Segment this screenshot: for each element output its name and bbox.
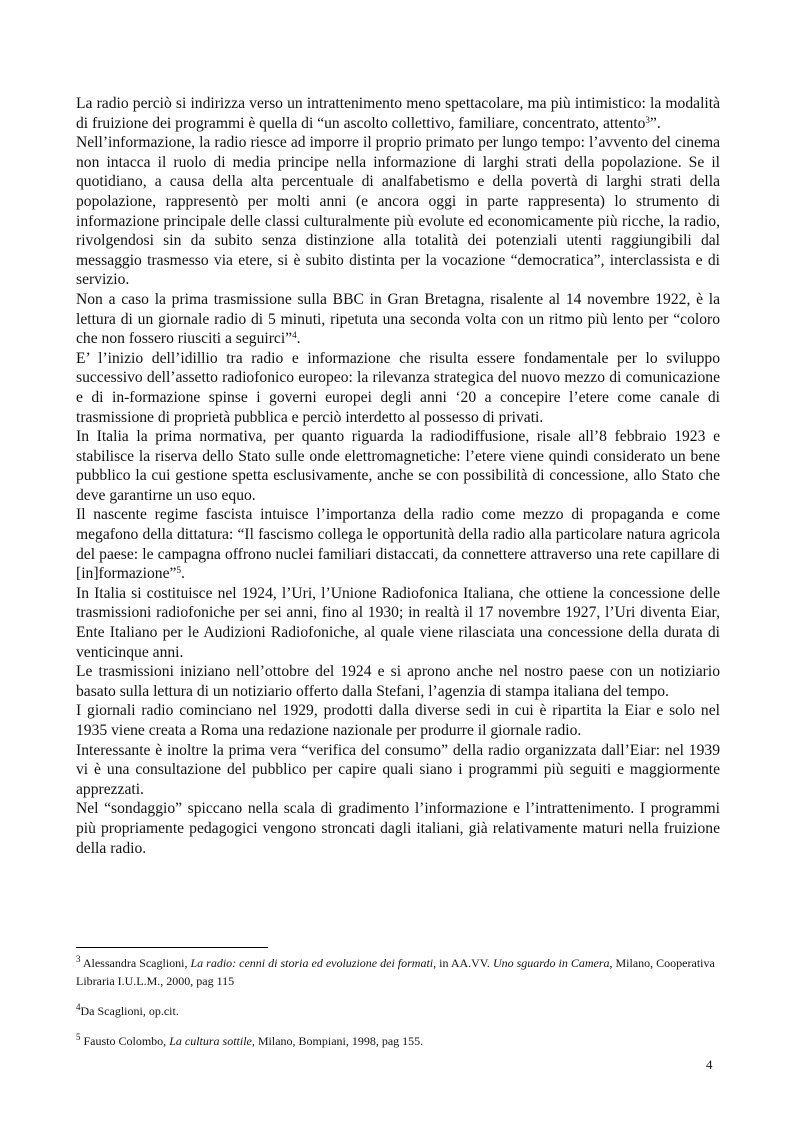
footnote-author: Fausto Colombo, xyxy=(80,1034,170,1048)
footnote-title: La cultura sottile xyxy=(169,1034,252,1048)
paragraph-text: E’ l’inizio dell’idillio tra radio e informazione che risulta essere fondamentale per lo sviluppo successivo dell’assetto radiofonico europeo: la rilevanza strategica del nuovo mezzo di comunicazione e di in-formazione spinse i governi europei degli anni ‘20 a concepire l’etere come canale di trasmissione di proprietà pubblica e perciò interdetto al possesso di privati. xyxy=(76,349,720,426)
paragraph-text: Non a caso la prima trasmissione sulla BBC in Gran Bretagna, risalente al 14 novembre 1922, è la lettura di un giornale radio di 5 minuti, ripetuta una seconda volta con un ritmo più lento per “coloro che non fossero riusciti a seguirci” xyxy=(76,290,720,348)
paragraph xyxy=(76,133,720,290)
paragraph-text: ”. xyxy=(649,114,661,132)
main-text xyxy=(76,94,720,858)
paragraph-text: Le trasmissioni iniziano nell’ottobre del 1924 e si aprono anche nel nostro paese con un notiziario basato sulla lettura di un notiziario offerto dalla Stefani, l’agenzia di stampa italiana del tempo. xyxy=(76,663,720,700)
paragraph xyxy=(76,662,720,701)
paragraph xyxy=(76,799,720,858)
paragraph-text: . xyxy=(296,330,301,348)
paragraph-text: Nell’informazione, la radio riesce ad imporre il proprio primato per lungo tempo: l’avvento del cinema non intacca il ruolo di media principe nella informazione di larghi strati della popolazione. Se il quotidiano, a causa della alta percentuale di analfabetismo e della povertà di larghi strati della popolazione, rappresentò per molti anni (e ancora oggi in parte rappresenta) lo strumento di informazione principale delle classi culturalmente più evolute ed economicamente più ricche, la radio, rivolgendosi sin da subito senza distinzione alla totalità dei potenziali utenti raggiungibili dal messaggio trasmesso via etere, si è subito distinta per la vocazione “democratica”, interclassista e di servizio. xyxy=(76,134,720,289)
footnote-text: , Milano, Cooperativa Libraria I.U.L.M., 2000, pag 115 xyxy=(76,956,715,988)
paragraph-text: I giornali radio cominciano nel 1929, prodotti dalla diverse sedi in cui è ripartita la Eiar e solo nel 1935 viene creata a Roma una redazione nazionale per produrre il giornale radio. xyxy=(76,702,720,739)
paragraph-text: In Italia si costituisce nel 1924, l’Uri, l’Unione Radiofonica Italiana, che ottiene la concessione delle trasmissioni radiofoniche per sei anni, fino al 1930; in realtà il 17 novembre 1927, l’Uri diventa Eiar, Ente Italiano per le Audizioni Radiofoniche, al quale viene rilasciata una concessione della durata di venticinque anni. xyxy=(76,584,720,661)
footnote-number: 3 xyxy=(76,954,81,964)
paragraph-text: Nel “sondaggio” spiccano nella scala di gradimento l’informazione e l’intrattenimento. I programmi più propriamente pedagogici vengono stroncati dagli italiani, già relativamente maturi nella fruizione della radio. xyxy=(76,800,720,857)
paragraph xyxy=(76,94,720,133)
footnote-book: Uno sguardo in Camera xyxy=(492,956,610,970)
paragraph-text: Interessante è inoltre la prima vera “verifica del consumo” della radio organizzata dall’Eiar: nel 1939 vi è una consultazione del pubblico per capire quali siano i programmi più seguiti e maggiormente apprezzati. xyxy=(76,741,720,798)
paragraph-text: . xyxy=(180,565,185,583)
paragraph xyxy=(76,290,720,349)
paragraph xyxy=(76,505,720,583)
footnote-number: 5 xyxy=(76,1032,81,1042)
footnote-author: Alessandra Scaglioni, xyxy=(80,956,191,970)
paragraph-text: La radio perciò si indirizza verso un intrattenimento meno spettacolare, ma più intimistico: la modalità di fruizione dei programmi è quella di “un ascolto collettivo, familiare, concentrato, attento xyxy=(76,95,720,132)
footnote-3 xyxy=(76,954,720,990)
footnote-5 xyxy=(76,1032,720,1050)
paragraph xyxy=(76,584,720,662)
footnotes xyxy=(76,954,720,1050)
paragraph-text: Il nascente regime fascista intuisce l’importanza della radio come mezzo di propaganda e come megafono della dittatura: “Il fascismo collega le opportunità della radio alla particolare natura agricola del paese: le campagna offrono nuclei familiari distaccati, da connettere attraverso una rete capillare di [in]formazione” xyxy=(76,506,720,583)
footnote-ref[interactable]: 4 xyxy=(292,330,297,341)
footnote-number: 4 xyxy=(76,1002,81,1012)
footnote-ref[interactable]: 5 xyxy=(176,565,181,576)
footnote-4 xyxy=(76,1002,720,1020)
footnote-divider xyxy=(76,947,268,948)
paragraph xyxy=(76,349,720,427)
footnote-ref[interactable]: 3 xyxy=(645,114,650,125)
footnote-title: La radio: cenni di storia ed evoluzione dei formati xyxy=(190,956,434,970)
footnote-text: , in AA.VV. xyxy=(433,956,493,970)
paragraph xyxy=(76,701,720,740)
page-number: 4 xyxy=(706,1057,713,1072)
paragraph xyxy=(76,427,720,505)
footnote-text: , Milano, Bompiani, 1998, pag 155. xyxy=(251,1034,424,1048)
paragraph xyxy=(76,741,720,800)
footnote-text: Da Scaglioni, op.cit. xyxy=(80,1004,179,1018)
paragraph-text: In Italia la prima normativa, per quanto riguarda la radiodiffusione, risale all’8 febbraio 1923 e stabilisce la riserva dello Stato sulle onde elettromagnetiche: l’etere viene quindi considerato un bene pubblico la cui gestione spetta esclusivamente, anche se con possibilità di concessione, allo Stato che deve garantirne un uso equo. xyxy=(76,428,720,504)
